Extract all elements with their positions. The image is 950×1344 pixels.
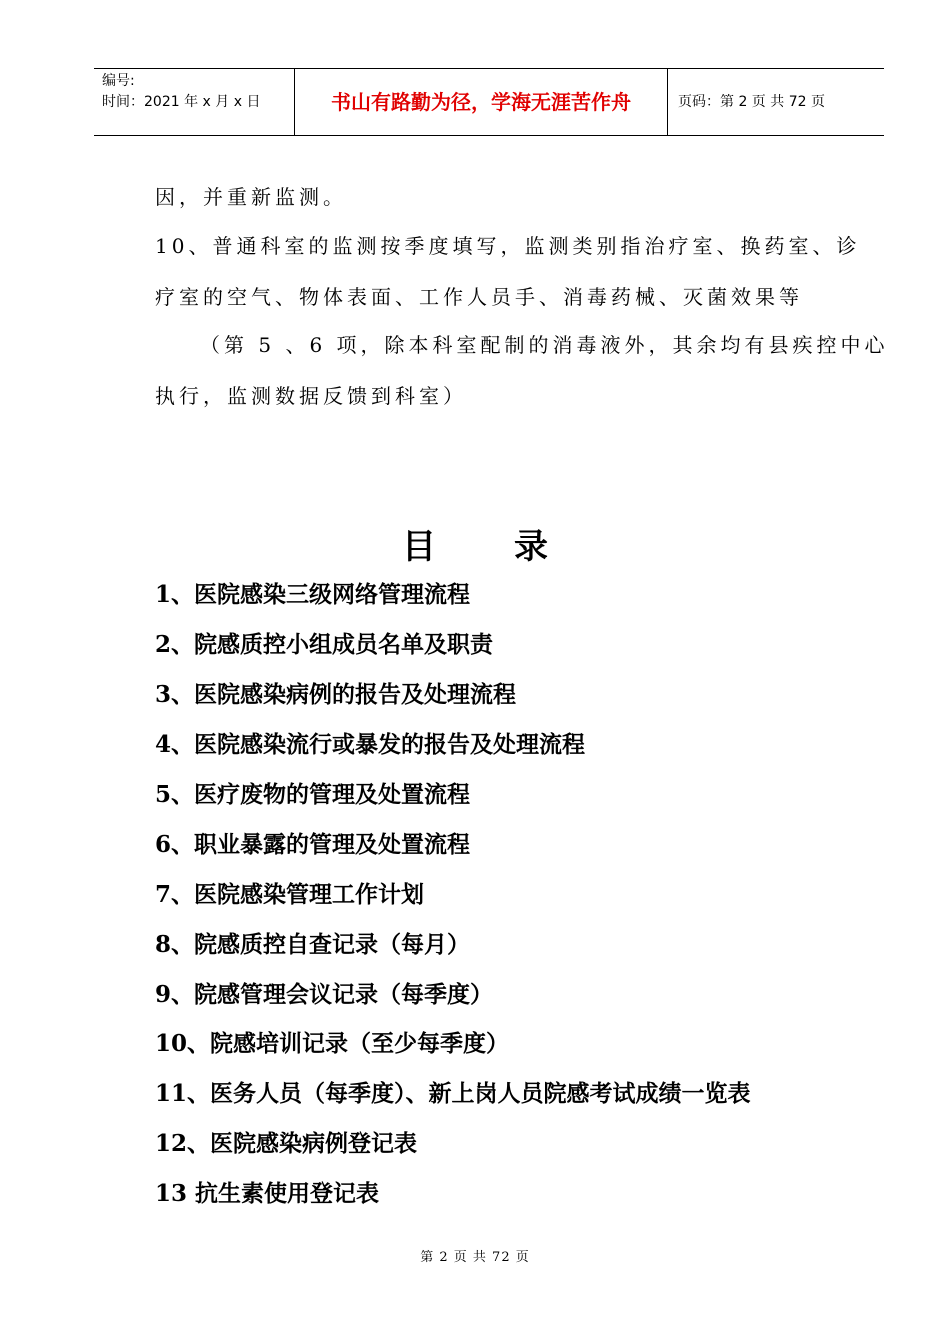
toc-title-left: 目	[402, 527, 436, 567]
toc-item: 3、医院感染病例的报告及处理流程	[155, 681, 517, 708]
toc-title	[0, 519, 950, 568]
body-line: （第 5 、6 项，除本科室配制的消毒液外，其余均有县疾控中心	[200, 333, 889, 357]
toc-item: 5、医疗废物的管理及处置流程	[155, 781, 471, 808]
toc-item: 9、院感管理会议记录（每季度）	[155, 981, 494, 1008]
body-line: 疗室的空气、物体表面、工作人员手、消毒药械、灭菌效果等	[155, 285, 803, 309]
header-number-label: 编号:	[102, 73, 135, 89]
body-line: 因，并重新监测。	[155, 185, 347, 209]
toc-item: 10、院感培训记录（至少每季度）	[155, 1030, 510, 1057]
toc-item: 2、院感质控小组成员名单及职责	[155, 631, 494, 658]
toc-item: 11、医务人员（每季度）、新上岗人员院感考试成绩一览表	[155, 1080, 751, 1107]
toc-item: 4、医院感染流行或暴发的报告及处理流程	[155, 731, 586, 758]
body-line: 10、普通科室的监测按季度填写，监测类别指治疗室、换药室、诊	[155, 234, 861, 258]
page-footer: 第 2 页 共 72 页	[420, 1250, 530, 1265]
header-meta	[94, 69, 295, 135]
toc-item: 12、医院感染病例登记表	[155, 1130, 418, 1157]
toc-item: 1、医院感染三级网络管理流程	[155, 581, 471, 608]
header-motto: 书山有路勤为径，学海无涯苦作舟	[295, 69, 668, 135]
toc-title-right: 录	[514, 527, 548, 567]
toc-item: 6、职业暴露的管理及处置流程	[155, 831, 471, 858]
header-page-info: 页码：第 2 页 共 72 页	[678, 94, 825, 110]
header-time-label: 时间：2021 年 x 月 x 日	[102, 94, 261, 110]
page-header	[94, 68, 884, 136]
toc-item: 7、医院感染管理工作计划	[155, 881, 425, 908]
toc-item: 8、院感质控自查记录（每月）	[155, 931, 471, 958]
body-line: 执行，监测数据反馈到科室）	[155, 384, 467, 408]
toc-item: 13 抗生素使用登记表	[155, 1180, 380, 1207]
